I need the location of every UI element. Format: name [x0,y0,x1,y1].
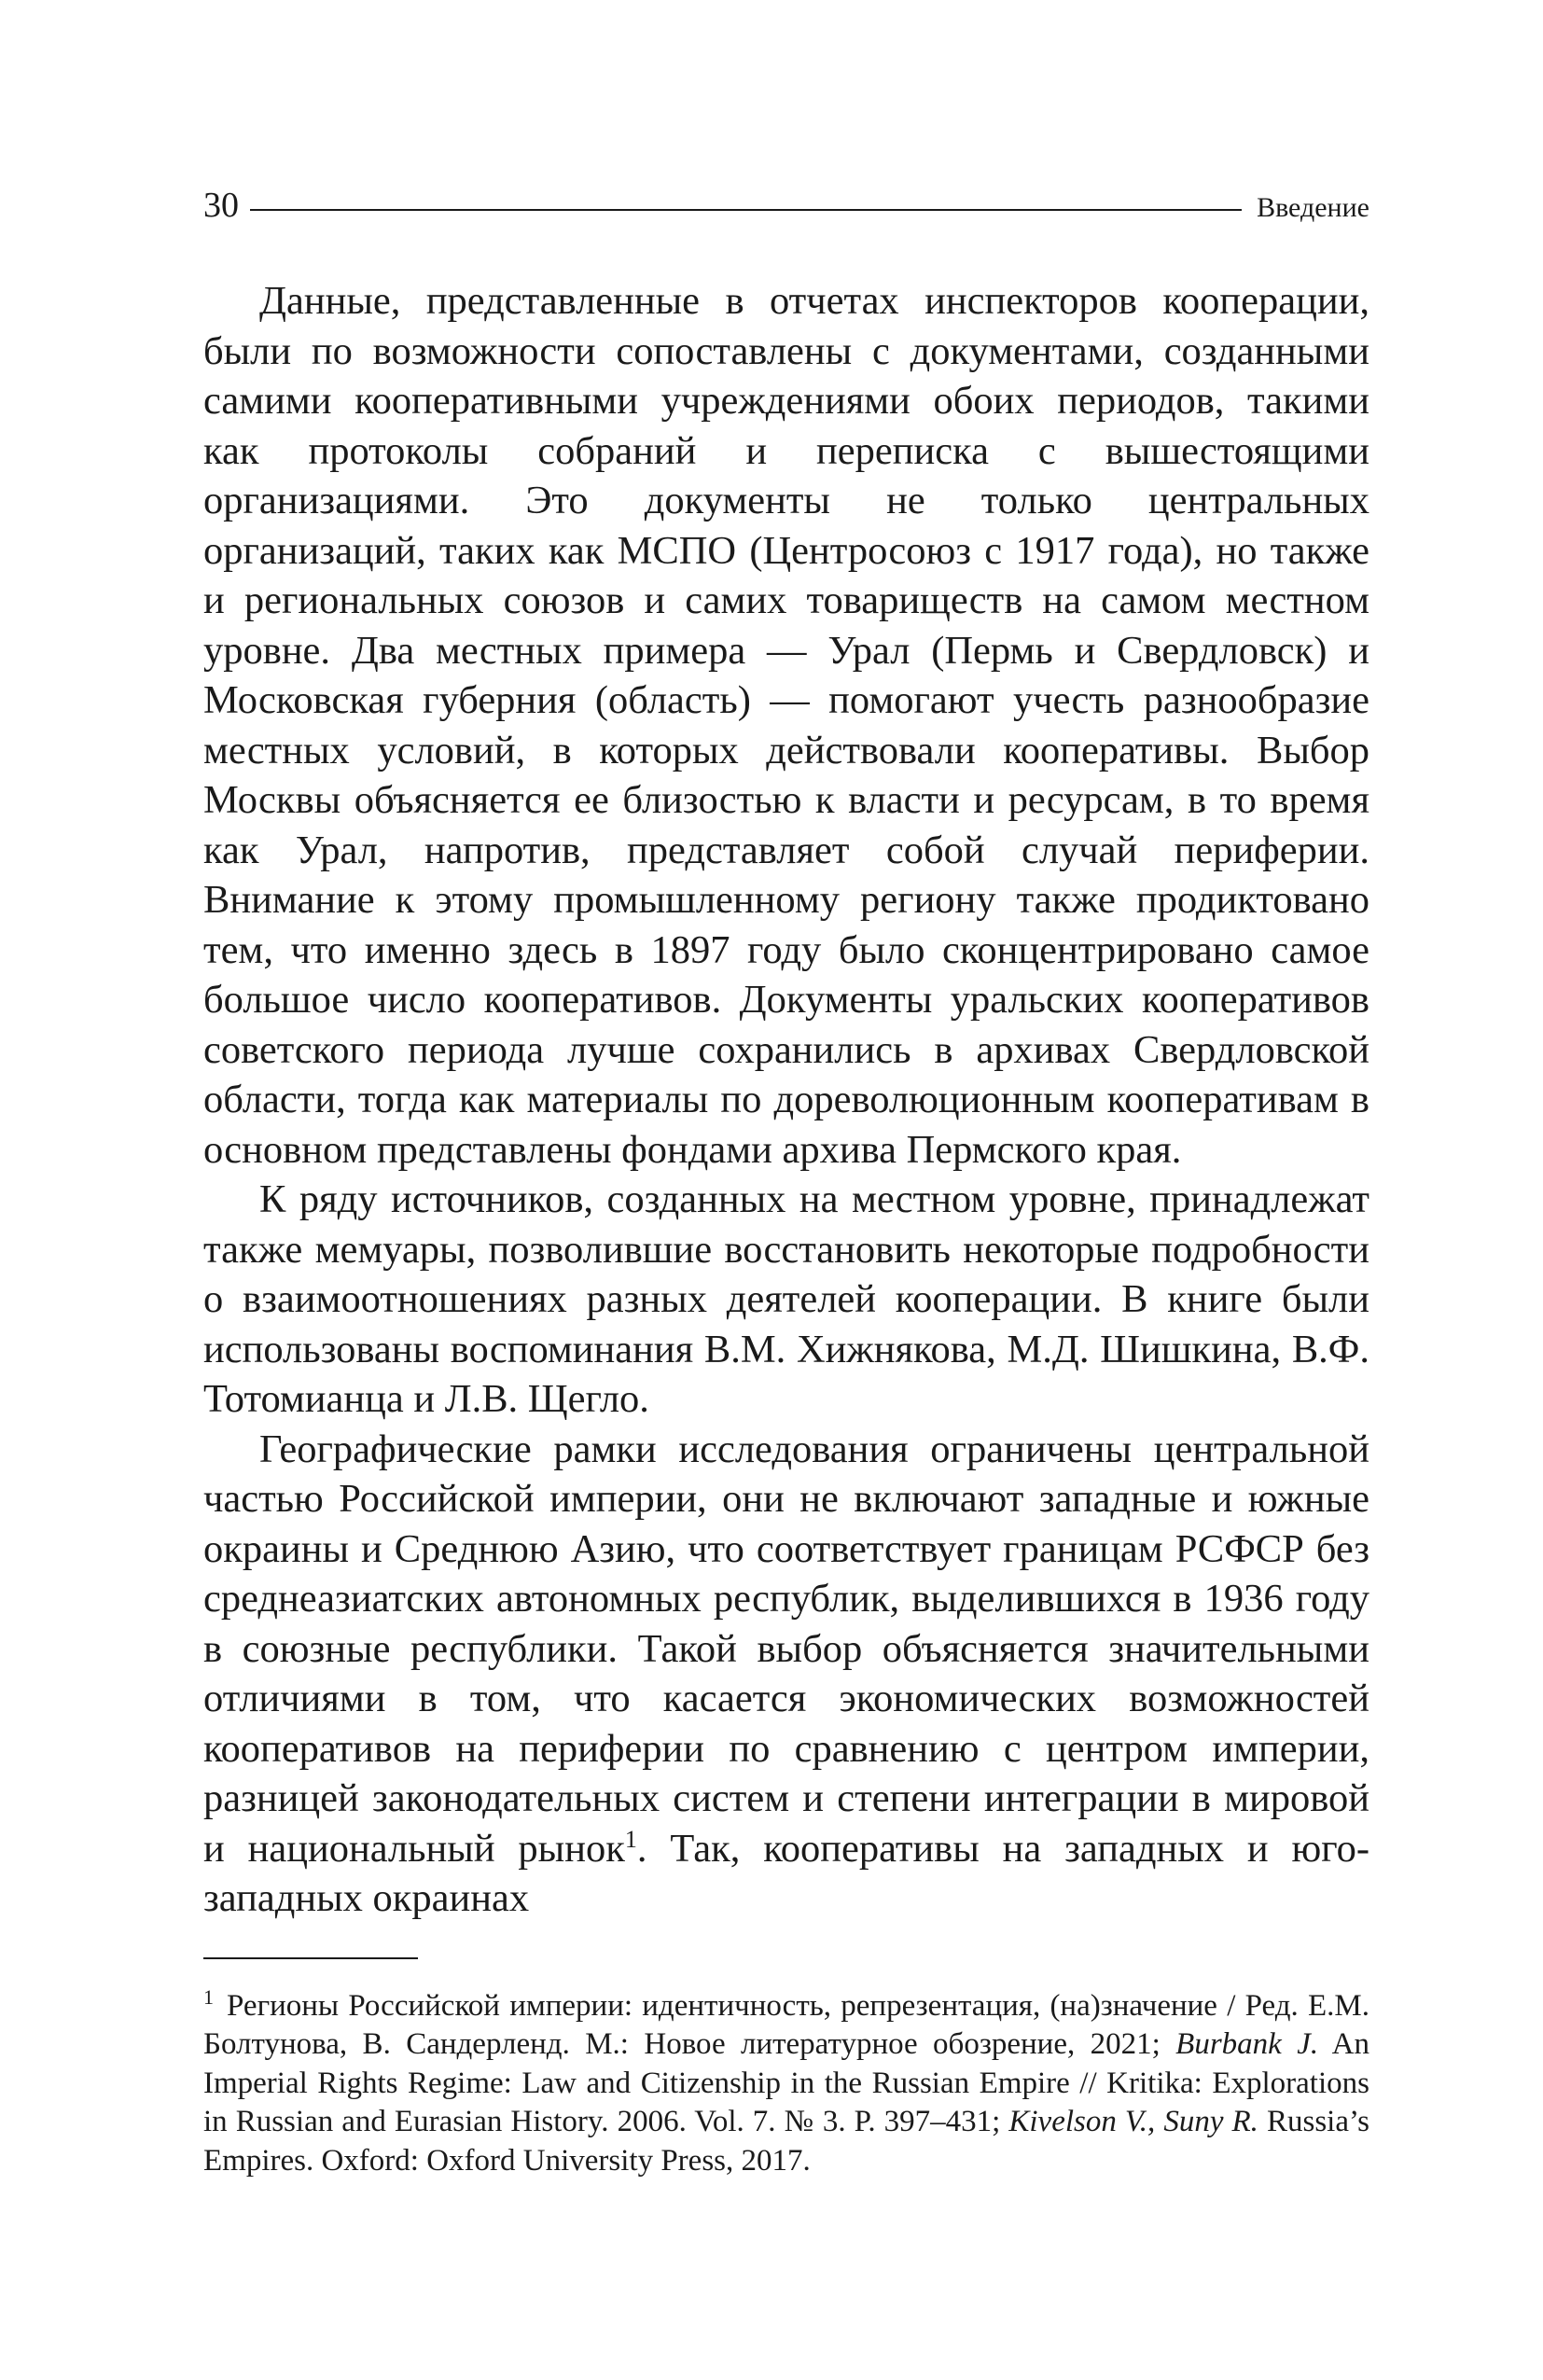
footnote-part-2: An Imperial Rights Regime: Law and Citizenship in the Russian Empire // Kritika: Explorations in Russian and Eurasian History. 2006. Vol. 7. № 3. P. 397–431; [203,2027,1370,2138]
paragraph-2: К ряду источников, созданных на местном уровне, принадлежат также мемуары, позволившие восстановить некоторые подробности о взаимоотношениях разных деятелей кооперации. В книге были использованы воспоминания В.М. Хижнякова, М.Д. Шишкина, В.Ф. Тотомианца и Л.В. Щегло. [203,1177,1369,1421]
paragraph-3-text: Географические рамки исследования ограничены центральной частью Российской империи, они не включают западные и южные окраины и Среднюю Азию, что соответствует границам РСФСР без среднеазиатских автономных республик, выделившихся в 1936 году в союзные республики. Такой выбор объясняется значительными отличиями в том, что касается экономических возможностей кооперативов на периферии по сравнению с центром империи, разницей законодательных систем и степени интеграции в мировой и национальный рынок [203,1427,1369,1871]
footnote-author-1: Burbank J. [1175,2027,1319,2061]
footnote-author-2: Kivelson V., Suny R. [1008,2105,1258,2138]
header-rule [250,209,1242,211]
book-page [203,177,1369,2180]
body-text [203,276,1369,1924]
paragraph-3-tail: . Так, кооперативы на западных и юго-западных окраинах [203,1826,1369,1920]
footnote [203,1984,1370,2181]
page-number: 30 [203,186,239,225]
footnote-part-3: Russia’s Empires. Oxford: Oxford University Press, 2017. [203,2105,1369,2178]
paragraph-1: Данные, представленные в отчетах инспекторов кооперации, были по возможности сопоставлены с документами, созданными самими кооперативными учреждениями обоих периодов, такими как протоколы собраний и переписка с вышестоящими организациями. Это документы не только центральных организаций, таких как МСПО (Центросоюз с 1917 года), но также и региональных союзов и самих товариществ на самом местном уровне. Два местных примера — Урал (Пермь и Свердловск) и Московская губерния (область) — помогают учесть разнообразие местных условий, в которых действовали кооперативы. Выбор Москвы объясняется ее близостью к власти и ресурсам, в то время как Урал, напротив, представляет собой случай периферии. Внимание к этому промышленному региону также продиктовано тем, что именно здесь в 1897 году было сконцентрировано самое большое число кооперативов. Документы уральских кооперативов советского периода лучше сохранились в архивах Свердловской области, тогда как материалы по дореволюционным кооперативам в основном представлены фондами архива Пермского края. [203,279,1369,1172]
footnote-part-1: Регионы Российской империи: идентичность, репрезентация, (на)значение / Ред. Е.М. Болтунова, В. Сандерленд. М.: Новое литературное обозрение, 2021; [203,1988,1369,2061]
footnote-mark: 1 [203,1984,214,2009]
footnote-reference[interactable]: 1 [624,1825,637,1853]
section-title: Введение [1257,192,1369,223]
footnote-rule [203,1957,418,1959]
running-header [203,177,1369,233]
paragraph-3 [203,1425,1369,1924]
